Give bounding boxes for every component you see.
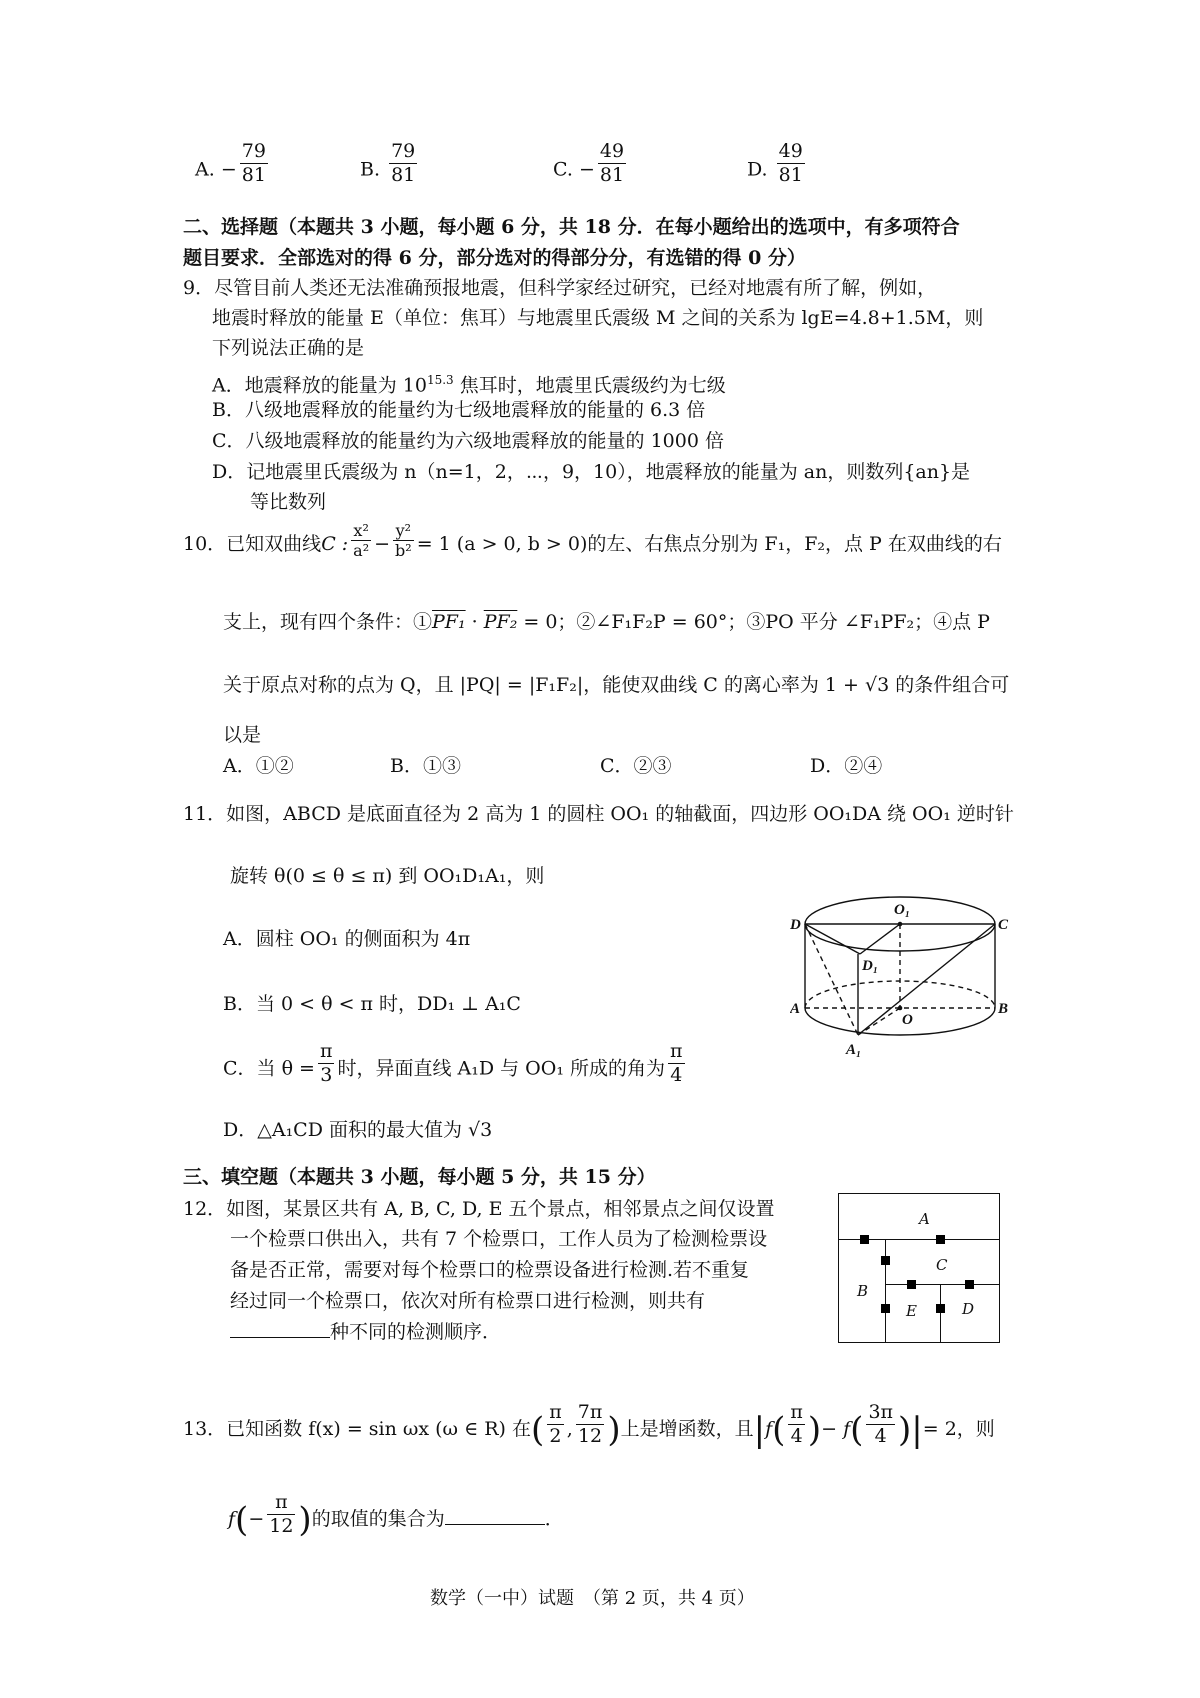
numerator: 79	[241, 140, 266, 162]
denominator: 12	[269, 1514, 294, 1537]
q9-option-d-line1: D．记地震里氏震级为 n（n=1，2，⋯，9，10），地震释放的能量为 an，则数列{an}是	[212, 461, 971, 483]
numerator: 49	[778, 140, 803, 162]
sign: −	[578, 158, 595, 181]
q12-stem-line3: 备是否正常，需要对每个检票口的检票设备进行检测.若不重复	[230, 1259, 750, 1281]
paren-close: )	[807, 1410, 822, 1450]
q10-option-b: B．①③	[390, 755, 461, 777]
checkpoint-3[interactable]	[881, 1256, 890, 1265]
checkpoint-2[interactable]	[936, 1235, 945, 1244]
label-E: E	[906, 1302, 917, 1320]
numerator: π	[549, 1400, 562, 1423]
q13-stem-line2	[228, 1490, 564, 1540]
q11-option-d: D．△A₁CD 面积的最大值为 √3	[223, 1119, 493, 1141]
q10-stem-line2	[223, 608, 990, 636]
segment-A1-O	[858, 1008, 900, 1035]
text: 上是增函数，且	[620, 1418, 754, 1440]
q8-option-c	[553, 140, 629, 187]
denominator: b²	[395, 540, 412, 560]
segment-D-D1	[805, 924, 860, 954]
numerator: π	[319, 1040, 333, 1062]
math: ·	[465, 611, 484, 633]
text: 10．已知双曲线	[183, 533, 322, 555]
vector: PF₁	[432, 611, 466, 633]
exponent: 15.3	[426, 373, 454, 387]
numerator: 49	[599, 140, 625, 162]
label-O: O	[902, 1012, 913, 1028]
paren-open: (	[235, 1500, 249, 1540]
denominator: 12	[577, 1424, 603, 1447]
math: −	[248, 1508, 265, 1530]
fraction	[777, 140, 805, 187]
fraction	[318, 1040, 335, 1087]
q11-stem-line2: 旋转 θ(0 ≤ θ ≤ π) 到 OO₁D₁A₁，则	[230, 865, 545, 887]
q11-option-c	[223, 1040, 688, 1087]
label-B: B	[998, 1001, 1009, 1017]
denominator: 81	[778, 164, 803, 186]
scenic-map-figure	[838, 1193, 1000, 1343]
checkpoint-1[interactable]	[860, 1235, 869, 1244]
denominator: 4	[670, 1064, 683, 1086]
answer-blank[interactable]	[230, 1319, 330, 1338]
q10-stem-line1	[183, 520, 1002, 560]
q9-stem-line2: 地震时释放的能量 E（单位：焦耳）与地震里氏震级 M 之间的关系为 lgE=4.8+1.5M，则	[212, 307, 984, 329]
abs-bar: |	[753, 1410, 766, 1450]
numerator: π	[670, 1040, 683, 1062]
q10-stem-line4: 以是	[223, 724, 262, 746]
q9-option-a	[212, 366, 726, 399]
label-A: A	[790, 1001, 801, 1017]
denominator: 3	[320, 1064, 333, 1086]
text: C．当 θ =	[223, 1057, 315, 1080]
label-D: D	[790, 917, 801, 933]
q9-stem-line3: 下列说法正确的是	[212, 337, 365, 359]
answer-blank[interactable]	[445, 1506, 545, 1525]
numerator: π	[790, 1400, 803, 1423]
option-label: A.	[195, 158, 215, 181]
numerator: 7π	[577, 1400, 603, 1423]
label-D: D	[962, 1300, 975, 1318]
option-label: B.	[360, 158, 381, 181]
page-footer: 数学（一中）试题 （第 2 页，共 4 页）	[430, 1588, 755, 1609]
bottom-front-arc	[805, 1008, 995, 1035]
q11-option-a: A．圆柱 OO₁ 的侧面积为 4π	[223, 928, 471, 950]
math: f	[228, 1508, 236, 1530]
fraction	[267, 1491, 295, 1538]
section2-heading-line2: 题目要求．全部选对的得 6 分，部分选对的得部分分，有选错的得 0 分）	[183, 247, 806, 269]
paren-close: )	[298, 1500, 312, 1540]
section3-heading: 三、填空题（本题共 3 小题，每小题 5 分，共 15 分）	[183, 1166, 656, 1188]
denominator: 4	[874, 1424, 887, 1447]
q12-stem-line2: 一个检票口供出入，共有 7 个检票口，工作人员为了检测检票设	[230, 1228, 768, 1250]
fraction	[351, 521, 371, 560]
label-C: C	[998, 917, 1009, 933]
q10-option-d: D．②④	[810, 755, 883, 777]
label-C: C	[936, 1256, 948, 1274]
fraction	[547, 1401, 564, 1448]
text: 时，异面直线 A₁D 与 OO₁ 所成的角为	[337, 1057, 665, 1080]
point-O1	[898, 922, 903, 927]
text: 的取值的集合为	[311, 1508, 445, 1530]
point-O	[898, 1006, 903, 1011]
checkpoint-6[interactable]	[881, 1304, 890, 1313]
label-B: B	[857, 1282, 869, 1300]
checkpoint-7[interactable]	[936, 1304, 945, 1313]
label-A: A	[919, 1210, 930, 1228]
wall-vertical-left	[885, 1239, 886, 1342]
paren-close: )	[607, 1410, 621, 1450]
q12-stem-line1: 12．如图，某景区共有 A, B, C, D, E 五个景点，相邻景点之间仅设置	[183, 1198, 775, 1220]
option-text: A．地震释放的能量为 10	[212, 374, 427, 397]
label-D1: D₁	[862, 958, 879, 974]
segment-D1-O1	[860, 924, 900, 954]
paren-open: (	[850, 1410, 864, 1450]
option-text: 焦耳时，地震里氏震级约为七级	[453, 374, 726, 397]
q10-option-c: C．②③	[600, 755, 672, 777]
numerator: 3π	[868, 1400, 894, 1423]
denominator: 4	[790, 1424, 803, 1447]
wall-horizontal-2	[885, 1284, 999, 1285]
sign: −	[220, 158, 237, 181]
q9-option-b: B．八级地震释放的能量约为七级地震释放的能量的 6.3 倍	[212, 399, 706, 421]
fraction	[240, 140, 268, 187]
math: − f	[821, 1418, 851, 1440]
fraction	[393, 521, 414, 560]
text: 13．已知函数 f(x) = sin ωx (ω ∈ R) 在	[183, 1418, 531, 1440]
math: C :	[321, 533, 349, 555]
wall-vertical-mid	[940, 1284, 941, 1342]
denominator: 2	[549, 1424, 562, 1447]
q9-option-c: C．八级地震释放的能量约为六级地震释放的能量的 1000 倍	[212, 430, 724, 452]
denominator: a²	[353, 540, 370, 560]
fraction	[576, 1401, 605, 1448]
fraction	[668, 1040, 685, 1087]
option-label: C.	[553, 158, 573, 181]
abs-bar: |	[911, 1410, 923, 1450]
numerator: π	[267, 1491, 295, 1515]
q8-options	[195, 140, 915, 196]
q9-option-d-line2: 等比数列	[250, 491, 327, 513]
q11-option-b: B．当 0 < θ < π 时，DD₁ ⊥ A₁C	[223, 993, 521, 1015]
numerator: x²	[351, 521, 371, 541]
math: −	[374, 533, 391, 555]
q8-option-d	[747, 140, 808, 187]
denominator: 81	[241, 164, 266, 186]
text: = 2，则	[922, 1418, 995, 1440]
text: 的左、右焦点分别为 F₁，F₂，点 P 在双曲线的右	[587, 533, 1002, 555]
paren-open: (	[772, 1410, 786, 1450]
fraction	[598, 140, 626, 187]
q11-stem-line1: 11．如图，ABCD 是底面直径为 2 高为 1 的圆柱 OO₁ 的轴截面，四边形 OO₁DA 绕 OO₁ 逆时针	[183, 803, 1014, 825]
fraction	[389, 140, 417, 187]
checkpoint-5[interactable]	[965, 1280, 974, 1289]
q12-stem-line4: 经过同一个检票口，依次对所有检票口进行检测，则共有	[230, 1290, 706, 1312]
denominator: 81	[599, 164, 625, 186]
section2-heading-line1: 二、选择题（本题共 3 小题，每小题 6 分，共 18 分．在每小题给出的选项中，有多项符合	[183, 216, 960, 238]
text: 支上，现有四个条件：①	[223, 611, 433, 633]
label-O1: O₁	[894, 902, 911, 918]
q10-stem-line3: 关于原点对称的点为 Q，且 |PQ| = |F₁F₂|，能使双曲线 C 的离心率为 1 + √3 的条件组合可	[223, 674, 1010, 696]
cylinder-figure	[790, 892, 1010, 1062]
fraction	[788, 1401, 805, 1448]
denominator: 81	[391, 164, 416, 186]
q9-stem-line1: 9．尽管目前人类还无法准确预报地震，但科学家经过研究，已经对地震有所了解，例如，	[183, 277, 937, 299]
q8-option-a	[195, 140, 271, 187]
vector: PF₂	[483, 611, 518, 633]
text: ．	[544, 1508, 564, 1530]
math: f	[765, 1418, 773, 1440]
text: 种不同的检测顺序．	[330, 1321, 502, 1343]
math: = 1 (a > 0, b > 0)	[416, 533, 588, 555]
numerator: 79	[391, 140, 416, 162]
q13-stem-line1: 13．已知函数 f(x) = sin ωx (ω ∈ R) 在( $\frac{\pi}{2}$ , $\frac{7\pi}{12}$ )上是增函数，且|f( $\frac{\pi}{4}$ )− f( $\frac{3\pi}{4}$ )|= 2，则	[183, 1400, 995, 1450]
checkpoint-4[interactable]	[907, 1280, 916, 1289]
q12-stem-line5	[230, 1318, 501, 1346]
q8-option-b	[360, 140, 420, 187]
text: = 0；②∠F₁F₂P = 60°；③PO 平分 ∠F₁PF₂；④点 P	[517, 611, 990, 633]
option-label: D.	[747, 158, 768, 181]
numerator: y²	[393, 521, 414, 541]
paren-close: )	[898, 1410, 912, 1450]
q10-option-a: A．①②	[223, 755, 294, 777]
paren-open: (	[530, 1410, 545, 1450]
fraction	[866, 1401, 895, 1448]
label-A1: A₁	[846, 1042, 862, 1058]
